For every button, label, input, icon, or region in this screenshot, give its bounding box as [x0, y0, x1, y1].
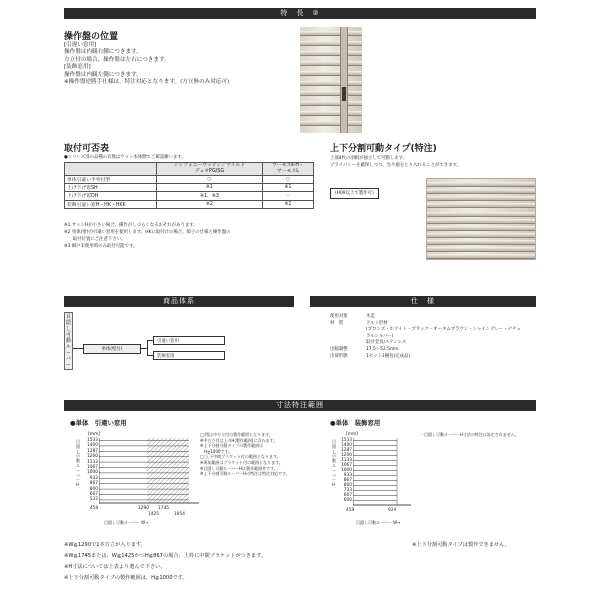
- y-tick: 1200: [341, 453, 352, 458]
- tree-line: [73, 348, 83, 349]
- x-tick: 1425: [148, 512, 159, 517]
- spec-row: 使用対象 木造: [330, 314, 375, 319]
- mount-note: ●シリーズ別の品種の有無はサッシ本体側でご確認願います。: [64, 155, 186, 160]
- mount-footnotes: [64, 222, 230, 250]
- note-line: ※W≧1290で1本方立が入ります。: [64, 542, 146, 548]
- panel-line: [装飾窓用]: [64, 64, 91, 71]
- y-tick: 667: [343, 493, 352, 498]
- x-tick: 459: [90, 506, 99, 511]
- footnote: ※3 網戸未使用時のみ取付可能です。: [64, 244, 138, 249]
- table-row: [65, 176, 314, 184]
- spec-row: 出幅調整 17.5〜52.5mm: [330, 346, 399, 352]
- range-left-y-label: 目隠し可動ルーバーH: [76, 439, 80, 488]
- cell: ○: [157, 176, 263, 184]
- y-tick: 867: [89, 481, 98, 487]
- spec-row: 材 質 アルミ形材: [330, 320, 388, 326]
- range-left-unit: [mm]: [88, 432, 100, 437]
- hatch-region: [147, 438, 189, 503]
- y-tick: 1000: [87, 470, 98, 476]
- products-root-label: 目隠し可動ルーバー: [65, 314, 71, 368]
- y-tick: 600: [343, 498, 352, 503]
- range-left-y-ticks: [84, 438, 98, 503]
- y-tick: 1533: [87, 438, 98, 443]
- split-badge: (H09以上で製作可): [330, 188, 379, 199]
- panel-line: ※操作盤逆勝手仕様は、特注対応となります。(方立無のみ対応可): [64, 79, 230, 86]
- y-tick: 1287: [87, 448, 98, 454]
- cell: ※2: [157, 200, 263, 208]
- legend-line: ※目隠し可動ルーバーHは製作範囲外です。: [200, 465, 278, 471]
- table-corner: [65, 163, 157, 176]
- table-row: [65, 192, 314, 200]
- range-left-x-label: 目隠し可動ルーバー W→: [104, 520, 149, 525]
- legend-line: ・目隠し可動ルーバーH寸法の特注は設定されません。: [420, 432, 520, 437]
- panel-heading: 操作盤の位置: [64, 32, 119, 42]
- range-title-bar: 寸法特注範囲: [64, 400, 536, 411]
- row-label: 単体引違い半外付型: [65, 176, 157, 184]
- range-left-grid: [99, 438, 199, 504]
- footnote: 取付位置にご注意下さい。: [64, 237, 126, 242]
- y-tick: 1000: [341, 468, 352, 473]
- spec-title-bar: 仕 様: [310, 296, 536, 307]
- range-right-grid: [353, 438, 413, 506]
- panel-line: 方立付の場合、操作盤は左右につきます。: [64, 56, 170, 63]
- mount-table: [64, 162, 314, 209]
- y-tick: 1200: [87, 454, 98, 460]
- footnote: ※2 単体(壁付)引違い窓用を使用します。HKに取付けの場合、障子の仕様と操作盤の: [64, 230, 231, 235]
- y-tick: 867: [343, 478, 352, 483]
- table-col-header: シンフォニーウッディ／マイルド デュオPG/SG: [157, 163, 263, 176]
- range-right-legend: [420, 432, 519, 438]
- y-tick: 1533: [341, 438, 352, 443]
- row-label: 上げ下げ窓SH: [65, 184, 157, 192]
- spec-row: (ブロンズ・ホワイト・ブラック・オータムブラウン・シャイングレー・ナチュ: [366, 327, 521, 333]
- split-louver-photo: [426, 178, 536, 260]
- range-right-unit: [mm]: [346, 432, 358, 437]
- range-right-heading: ●単体 装飾窓用: [330, 419, 381, 427]
- cell: ※1: [157, 184, 263, 192]
- range-right-y-ticks: [338, 438, 352, 503]
- y-tick: 1287: [341, 448, 352, 453]
- x-tick: 924: [388, 508, 397, 513]
- panel-photo: [300, 27, 362, 133]
- split-heading: 上下分割可動タイプ(特注): [330, 144, 437, 154]
- range-right-y-label: 目隠し可動ルーバーH: [332, 439, 336, 488]
- footnote: ※1 サッシHが小さい場合、操作がしづらくなるおそれがあります。: [64, 223, 198, 228]
- table-row: [65, 200, 314, 208]
- products-title-bar: 商品体系: [64, 296, 294, 307]
- x-tick: 1745: [158, 506, 169, 511]
- legend-line: □:上下中間ブラケット付の範囲となります。: [200, 454, 281, 460]
- y-tick: 733: [343, 488, 352, 493]
- legend-line: ※中方立付は上のH(製作範囲)に含みます。: [200, 437, 278, 443]
- y-tick: 933: [343, 473, 352, 478]
- table-header-row: [65, 163, 314, 176]
- cell: ○: [262, 176, 313, 184]
- note-line: ※W≧1745または、W≧1425かつH≧867の場合、上枠に中間ブラケットがつきます。: [64, 553, 267, 559]
- table-row: [65, 184, 314, 192]
- panel-lines: [64, 42, 229, 86]
- range-right-note: ※上下分割可動タイプは製作できません。: [412, 542, 510, 548]
- table-col-header: サーモスⅡ-H・ サーモスL: [262, 163, 313, 176]
- legend-line: □:図は中方立付の製作範囲となります。: [200, 432, 273, 437]
- note-line: ※H寸法については上表より選んで下さい。: [64, 564, 166, 570]
- note-line: ※上下分割可動タイプの製作範囲は、H≧1000です。: [64, 575, 188, 581]
- legend-line: ※薄灰範囲はブラケット付の範囲となります。: [200, 459, 283, 465]
- split-line: プライバシーを確保しつつ、光や風をとり入れることができます。: [330, 163, 461, 168]
- y-tick: 800: [343, 483, 352, 488]
- panel-line: [引違い窓用]: [64, 42, 97, 48]
- legend-line: H≧1000です。: [200, 448, 233, 454]
- x-tick: 1954: [174, 512, 185, 517]
- spec-list: [330, 314, 521, 360]
- y-tick: 1400: [87, 443, 98, 449]
- panel-line: 操作盤は内観右側につきます。: [64, 49, 142, 56]
- spec-row: 出荷形態 1セット1梱包(完成品): [330, 353, 411, 359]
- y-tick: 1067: [341, 463, 352, 468]
- y-tick: 933: [89, 475, 98, 481]
- split-line: 上部4枚の羽根が独立して可動します。: [330, 156, 408, 161]
- range-right-x-label: 目隠し可動ルーバー W→: [356, 520, 401, 525]
- cell: ※2: [262, 200, 313, 208]
- range-right-x-ticks: [346, 508, 426, 516]
- row-label: 装飾引違い窓H・HK・HKK: [65, 200, 157, 208]
- y-tick: 533: [89, 497, 98, 503]
- cell: －: [262, 192, 313, 200]
- cell: ※1: [262, 184, 313, 192]
- tree-branch: [147, 340, 148, 355]
- y-tick: 667: [89, 492, 98, 498]
- legend-line: ※上下分割可動ルーバーHの特注は特注対応です。: [200, 471, 290, 477]
- range-notes: [64, 540, 266, 584]
- y-tick: 1400: [341, 443, 352, 448]
- y-tick: 800: [89, 486, 98, 492]
- row-label: 上げ下げ窓DH: [65, 192, 157, 200]
- spec-row: ラルシルバー): [366, 333, 394, 339]
- range-left-heading: ●単体 引違い窓用: [70, 419, 127, 427]
- y-tick: 1067: [87, 465, 98, 471]
- x-tick: 1290: [138, 506, 149, 511]
- products-leaf: 引違い窓用: [153, 336, 225, 345]
- products-leaf: 装飾窓用: [153, 351, 225, 360]
- cell: ※1、※3: [157, 192, 263, 200]
- mount-heading: 取付可否表: [64, 144, 110, 154]
- range-left-x-ticks: [90, 506, 210, 520]
- y-tick: 1133: [341, 458, 352, 463]
- x-tick: 459: [346, 508, 355, 513]
- split-lines: [330, 155, 461, 169]
- products-node: 単体(壁付): [83, 344, 141, 354]
- legend-line: ※上下分割可動タイプの製作範囲は: [200, 443, 264, 449]
- y-tick: 1133: [87, 459, 98, 465]
- page-header: 特 長 ②: [64, 8, 536, 19]
- spec-row: 取付金具/ステンレス: [366, 340, 407, 346]
- panel-line: 操作盤は内観左側につきます。: [64, 71, 142, 78]
- range-left-legend: [200, 432, 290, 477]
